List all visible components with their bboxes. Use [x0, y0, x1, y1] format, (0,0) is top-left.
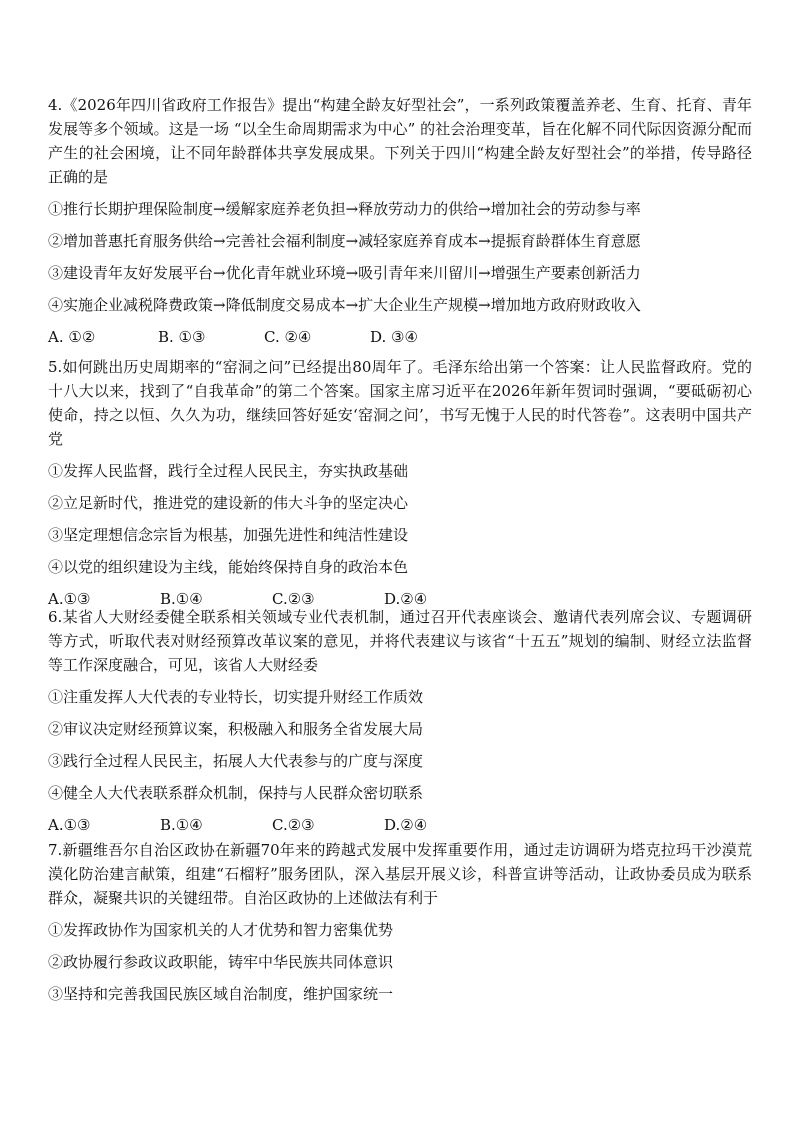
option-2: ②立足新时代，推进党的建设新的伟大斗争的坚定决心 [48, 494, 409, 512]
choice-a: A. ①② [48, 328, 96, 346]
choice-b: B.①④ [160, 590, 203, 608]
choice-c: C.②③ [272, 590, 315, 608]
option-1: ①推行长期护理保险制度→缓解家庭养老负担→释放劳动力的供给→增加社会的劳动参与率 [48, 200, 641, 218]
choice-d: D.②④ [384, 590, 428, 608]
option-3: ③建设青年友好发展平台→优化青年就业环境→吸引青年来川留川→增强生产要素创新活力 [48, 264, 641, 282]
question-stem: 5.如何跳出历史周期率的“窑洞之问”已经提出80周年了。毛泽东给出第一个答案：让人民监督政府。党的十八大以来，找到了“自我革命”的第二个答案。国家主席习近平在2026年新年贺词时强调，“要砥砺初心使命，持之以恒、久久为功，继续回答好延安‘窑洞之问’，书写无愧于人民的时代答卷”。这表明中国共产党 [48, 358, 752, 448]
question-stem: 6.某省人大财经委健全联系相关领域专业代表机制，通过召开代表座谈会、邀请代表列席会议、专题调研等方式，听取代表对财经预算改革议案的意见，并将代表建议与该省“十五五”规划的编制、财经立法监督等工作深度融合，可见，该省人大财经委 [48, 608, 752, 674]
choice-b: B.①④ [160, 816, 203, 834]
choice-d: D. ③④ [370, 328, 418, 346]
choice-c: C.②③ [272, 816, 315, 834]
option-3: ③坚定理想信念宗旨为根基，加强先进性和纯洁性建设 [48, 526, 409, 544]
option-3: ③坚持和完善我国民族区域自治制度，维护国家统一 [48, 985, 394, 1003]
question-4 [48, 93, 752, 349]
answer-choices [48, 813, 752, 837]
option-4: ④以党的组织建设为主线，能始终保持自身的政治本色 [48, 558, 409, 576]
question-stem: 7.新疆维吾尔自治区政协在新疆70年来的跨越式发展中发挥重要作用，通过走访调研为塔克拉玛干沙漠荒漠化防治建言献策，组建“石榴籽”服务团队，深入基层开展义诊，科普宣讲等活动，让政协委员成为联系群众，凝聚共识的关键纽带。自治区政协的上述做法有利于 [48, 841, 752, 907]
question-6 [48, 605, 752, 837]
option-3: ③践行全过程人民民主，拓展人大代表参与的广度与深度 [48, 752, 424, 770]
choice-c: C. ②④ [264, 328, 312, 346]
option-1: ①注重发挥人大代表的专业特长，切实提升财经工作质效 [48, 688, 424, 706]
answer-choices [48, 325, 752, 349]
option-2: ②审议决定财经预算议案，积极融入和服务全省发展大局 [48, 720, 424, 738]
choice-d: D.②④ [384, 816, 428, 834]
option-1: ①发挥政协作为国家机关的人才优势和智力密集优势 [48, 921, 394, 939]
option-4: ④实施企业减税降费政策→降低制度交易成本→扩大企业生产规模→增加地方政府财政收入 [48, 296, 641, 314]
question-5 [48, 355, 752, 611]
option-2: ②增加普惠托育服务供给→完善社会福利制度→减轻家庭养育成本→提振育龄群体生育意愿 [48, 232, 641, 250]
question-7 [48, 838, 752, 1006]
question-stem: 4.《2026年四川省政府工作报告》提出“构建全龄友好型社会”，一系列政策覆盖养老、生育、托育、青年发展等多个领域。这是一场 “以全生命周期需求为中心” 的社会治理变革，旨在化解不同代际因资源分配而产生的社会困境，让不同年龄群体共享发展成果。下列关于四川“构建全龄友好型社会”的举措，传导路径正确的是 [48, 96, 752, 186]
choice-b: B. ①③ [158, 328, 206, 346]
option-1: ①发挥人民监督，践行全过程人民民主，夯实执政基础 [48, 462, 409, 480]
option-2: ②政协履行参政议政职能，铸牢中华民族共同体意识 [48, 953, 394, 971]
choice-a: A.①③ [48, 816, 91, 834]
choice-a: A.①③ [48, 590, 91, 608]
option-4: ④健全人大代表联系群众机制，保持与人民群众密切联系 [48, 784, 424, 802]
